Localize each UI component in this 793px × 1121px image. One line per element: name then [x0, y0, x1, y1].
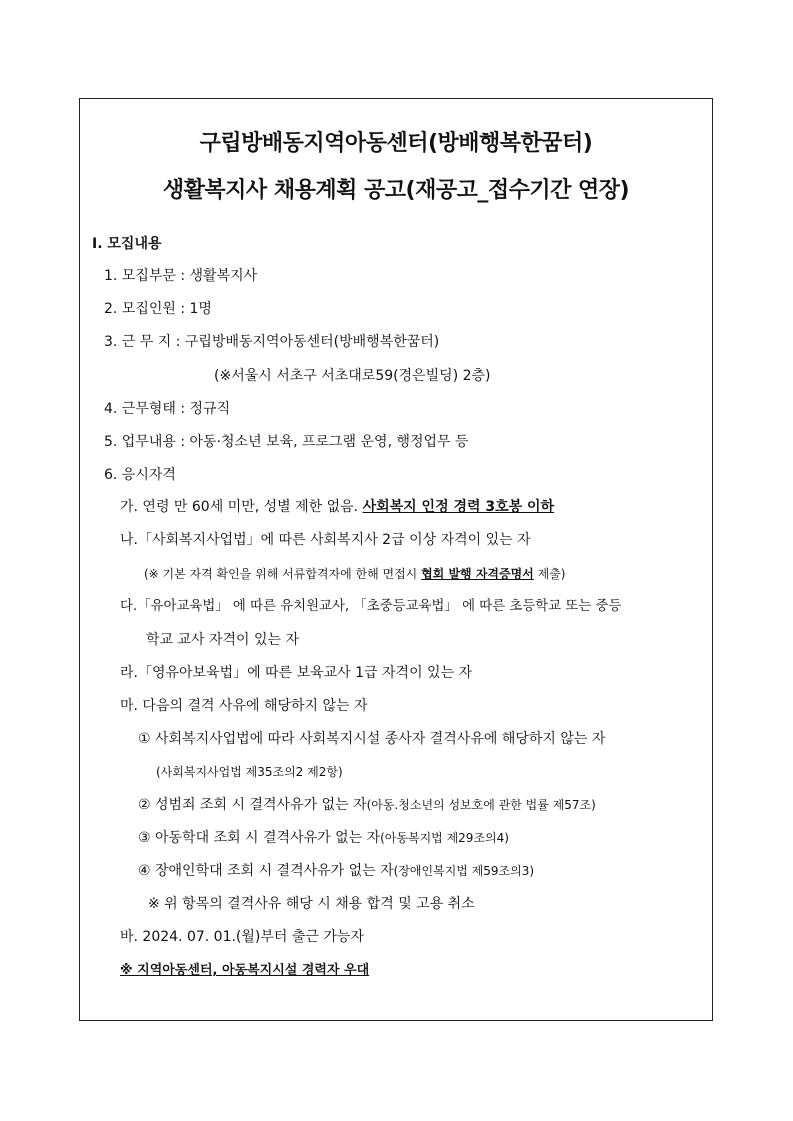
qual-na-note-text: (※ 기본 자격 확인을 위해 서류합격자에 한해 면접시 [144, 567, 422, 581]
qual-na-note-emphasis: 협회 발행 자격증명서 [421, 567, 534, 581]
disq-4 [138, 861, 534, 881]
disq-2-law: (아동.청소년의 성보호에 관한 법률 제57조) [366, 798, 596, 812]
disq-3-text: ③ 아동학대 조회 시 결격사유가 없는 자 [138, 830, 381, 846]
disq-2 [138, 795, 596, 815]
preference-note: ※ 지역아동센터, 아동복지시설 경력자 우대 [120, 963, 370, 978]
qual-ga-text: 가. 연령 만 60세 미만, 성별 제한 없음. [120, 499, 363, 515]
disq-3 [138, 828, 509, 848]
qual-da-line-2: 학교 교사 자격이 있는 자 [146, 632, 300, 648]
disq-1: ① 사회복지사업법에 따라 사회복지시설 종사자 결격사유에 해당하지 않는 자 [138, 731, 606, 747]
qual-na: 나.「사회복지사업법」에 따른 사회복지사 2급 이상 자격이 있는 자 [120, 532, 531, 548]
qual-ba: 바. 2024. 07. 01.(월)부터 출근 가능자 [120, 929, 364, 945]
disq-4-text: ④ 장애인학대 조회 시 결격사유가 없는 자 [138, 863, 394, 879]
item-recruit-field: 1. 모집부문 : 생활복지사 [104, 268, 258, 284]
notice-frame [79, 98, 713, 1021]
qual-na-note [144, 564, 565, 584]
qual-na-note-end: 제출) [533, 567, 566, 581]
section-heading: Ⅰ. 모집내용 [92, 236, 162, 252]
disq-4-law: (장애인복지법 제59조의3) [393, 864, 535, 878]
disq-1-note: (사회복지사업법 제35조의2 제2항) [156, 765, 343, 779]
qual-ga [120, 497, 554, 517]
title-line-1: 구립방배동지역아동센터(방배행복한꿈터) [199, 131, 593, 156]
disq-3-law: (아동복지법 제29조의4) [380, 831, 509, 845]
qual-ga-emphasis: 사회복지 인정 경력 3호봉 이하 [362, 499, 555, 515]
disq-note: ※ 위 항목의 결격사유 해당 시 채용 합격 및 고용 취소 [148, 896, 475, 912]
item-duties: 5. 업무내용 : 아동·청소년 보육, 프로그램 운영, 행정업무 등 [104, 434, 469, 450]
title-line-2: 생활복지사 채용계획 공고(재공고_접수기간 연장) [162, 178, 630, 203]
item-workplace: 3. 근 무 지 : 구립방배동지역아동센터(방배행복한꿈터) [104, 334, 440, 350]
item-recruit-count: 2. 모집인원 : 1명 [104, 301, 212, 317]
qual-ma: 마. 다음의 결격 사유에 해당하지 않는 자 [120, 698, 368, 714]
item-qualifications: 6. 응시자격 [104, 467, 176, 483]
item-work-type: 4. 근무형태 : 정규직 [104, 401, 231, 417]
item-workplace-address: (※서울시 서초구 서초대로59(경은빌딩) 2층) [214, 368, 491, 384]
disq-2-text: ② 성범죄 조회 시 결격사유가 없는 자 [138, 797, 367, 813]
qual-da-line-1: 다.「유아교육법」 에 따른 유치원교사, 「초중등교육법」 에 따른 초등학교 또는 중등 [120, 599, 622, 614]
qual-ra: 라.「영유아보육법」에 따른 보육교사 1급 자격이 있는 자 [120, 665, 473, 681]
